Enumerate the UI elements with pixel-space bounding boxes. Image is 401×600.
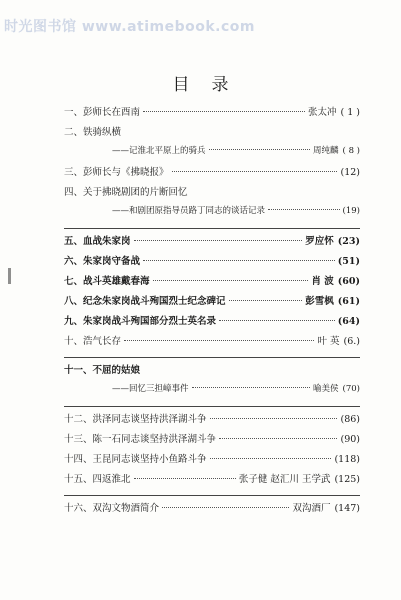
entry-title: 十六、双沟文物酒简介 xyxy=(64,503,160,514)
toc-group xyxy=(64,104,360,224)
dot-leader xyxy=(153,280,309,281)
entry-page-number: (125) xyxy=(334,474,360,485)
toc-entry[interactable] xyxy=(64,411,360,431)
dot-leader xyxy=(134,240,303,241)
toc-group xyxy=(64,233,360,353)
entry-title: 七、战斗英雄戴春海 xyxy=(64,276,150,287)
entry-page-number: ( 1 ) xyxy=(340,107,360,118)
entry-author: 喻美侯 xyxy=(313,384,339,394)
dot-leader xyxy=(124,340,314,341)
entry-title: ——记淮北平原上的骑兵 xyxy=(112,146,206,156)
toc-entry[interactable] xyxy=(64,124,360,144)
entry-page-number: (86) xyxy=(340,414,360,425)
entry-title: 一、彭师长在酉南 xyxy=(64,107,141,118)
dot-leader xyxy=(192,387,311,388)
entry-title: 八、纪念朱家岗战斗殉国烈士纪念碑记 xyxy=(64,296,226,307)
table-of-contents xyxy=(64,104,360,524)
entry-author: 罗应怀 xyxy=(305,236,334,247)
dot-leader xyxy=(219,438,337,439)
entry-author: 肖 波 xyxy=(311,276,334,287)
entry-title: 四、关于拂晓剧团的片断回忆 xyxy=(64,187,188,198)
dot-leader xyxy=(172,171,338,172)
entry-title: 十、浩气长存 xyxy=(64,336,122,347)
entry-author: 张子健 赵汇川 王学武 xyxy=(238,474,331,485)
dot-leader xyxy=(162,507,289,508)
entry-page-number: (70) xyxy=(342,384,360,394)
entry-title: 三、彭师长与《拂晓报》 xyxy=(64,167,169,178)
entry-page-number: (60) xyxy=(337,276,360,287)
dot-leader xyxy=(143,111,305,112)
entry-title: 十四、王昆同志谈坚持小鱼路斗争 xyxy=(64,454,207,465)
entry-page-number: (6.) xyxy=(343,336,360,347)
toc-group xyxy=(64,362,360,402)
entry-page-number: (90) xyxy=(340,434,360,445)
entry-title: 五、血战朱家岗 xyxy=(64,236,131,247)
toc-entry[interactable] xyxy=(64,273,360,293)
entry-page-number: (51) xyxy=(337,256,360,267)
toc-entry[interactable] xyxy=(64,451,360,471)
entry-title: 十二、洪泽同志谈坚持洪泽湖斗争 xyxy=(64,414,207,425)
toc-entry[interactable] xyxy=(64,362,360,382)
page-title: 目录 xyxy=(172,75,251,95)
entry-author: 叶 英 xyxy=(317,336,340,347)
entry-page-number: ( 8 ) xyxy=(342,146,360,156)
entry-title: 十五、四返淮北 xyxy=(64,474,131,485)
dot-leader xyxy=(143,260,335,261)
entry-page-number: (12) xyxy=(340,167,360,178)
section-divider xyxy=(64,357,360,358)
binding-mark xyxy=(8,268,11,284)
entry-title: ——和剧团原指导员路丁同志的谈话记录 xyxy=(112,206,266,216)
toc-entry[interactable] xyxy=(64,253,360,273)
entry-author: 周纯麟 xyxy=(313,146,339,156)
entry-page-number: (23) xyxy=(337,236,360,247)
entry-author: 双沟酒厂 xyxy=(292,503,331,514)
entry-title: 九、朱家岗战斗殉国部分烈士英名录 xyxy=(64,316,217,327)
entry-page-number: (118) xyxy=(334,454,360,465)
toc-entry[interactable] xyxy=(64,184,360,204)
dot-leader xyxy=(229,300,303,301)
entry-title: 十三、陈一石同志谈坚持洪泽湖斗争 xyxy=(64,434,217,445)
toc-entry[interactable] xyxy=(64,104,360,124)
dot-leader xyxy=(210,418,338,419)
toc-entry[interactable] xyxy=(64,382,360,402)
entry-author: 张太冲 xyxy=(307,107,337,118)
entry-page-number: (147) xyxy=(334,503,360,514)
toc-entry[interactable] xyxy=(64,500,360,520)
dot-leader xyxy=(268,209,340,210)
entry-author: 彭雪枫 xyxy=(305,296,334,307)
toc-entry[interactable] xyxy=(64,204,360,224)
toc-entry[interactable] xyxy=(64,333,360,353)
entry-title: ——回忆三担嶂事件 xyxy=(112,384,189,394)
section-divider xyxy=(64,406,360,407)
entry-page-number: (61) xyxy=(337,296,360,307)
toc-group xyxy=(64,500,360,520)
toc-entry[interactable] xyxy=(64,471,360,491)
section-divider xyxy=(64,495,360,496)
toc-entry[interactable] xyxy=(64,293,360,313)
toc-group xyxy=(64,411,360,491)
dot-leader xyxy=(219,320,335,321)
entry-title: 二、铁骑纵横 xyxy=(64,127,122,138)
dot-leader xyxy=(210,458,332,459)
toc-entry[interactable] xyxy=(64,313,360,333)
entry-title: 十一、不屈的姑娘 xyxy=(64,365,141,376)
section-divider xyxy=(64,228,360,229)
toc-entry[interactable] xyxy=(64,144,360,164)
toc-entry[interactable] xyxy=(64,431,360,451)
entry-title: 六、朱家岗守备战 xyxy=(64,256,141,267)
dot-leader xyxy=(209,149,311,150)
entry-page-number: (64) xyxy=(337,316,360,327)
toc-entry[interactable] xyxy=(64,164,360,184)
entry-page-number: (19) xyxy=(342,206,360,216)
toc-entry[interactable] xyxy=(64,233,360,253)
watermark-text: 时光图书馆 www.atimebook.com xyxy=(4,19,256,35)
dot-leader xyxy=(134,478,236,479)
